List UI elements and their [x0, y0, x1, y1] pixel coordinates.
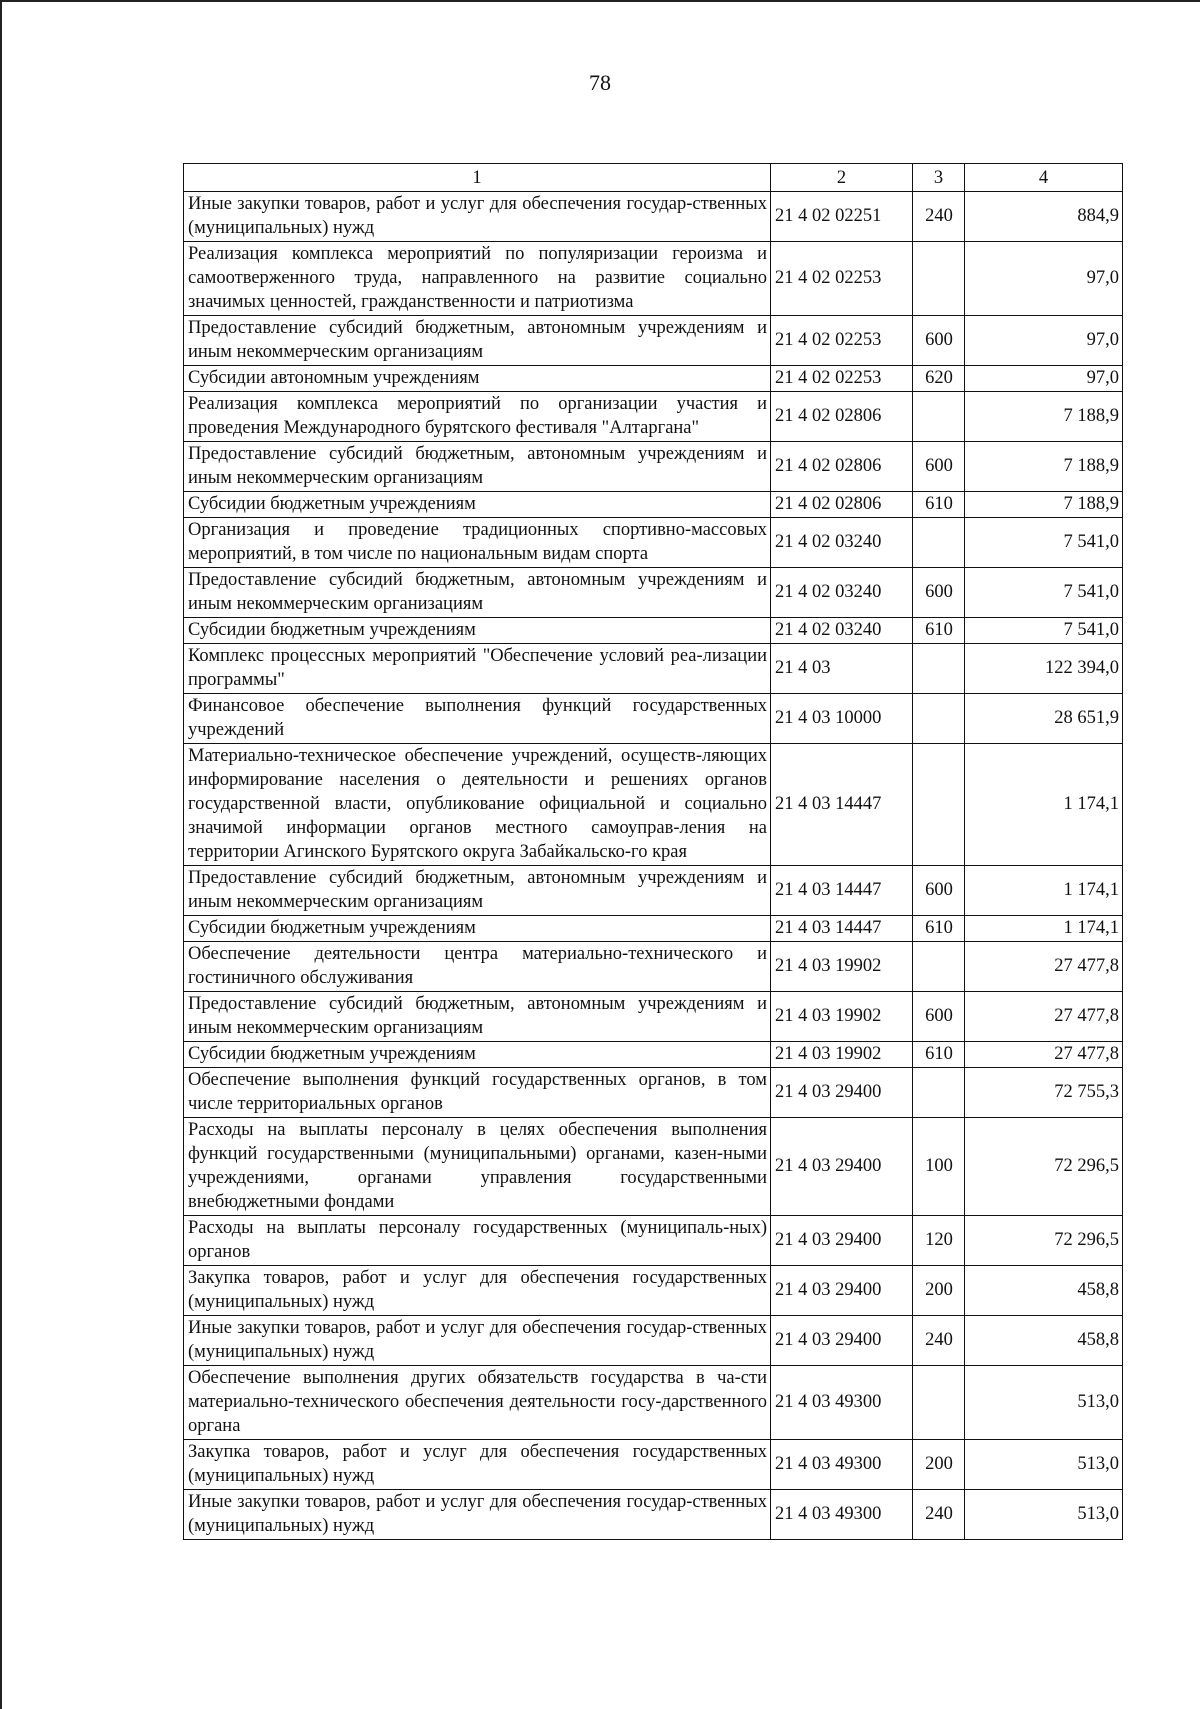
- row-code-cell: 21 4 02 03240: [771, 518, 913, 568]
- table-row: [184, 1266, 1123, 1316]
- table-header-row: [184, 164, 1123, 192]
- row-amount-cell: 72 296,5: [965, 1216, 1123, 1266]
- row-code-cell: 21 4 03 19902: [771, 1042, 913, 1068]
- row-code-cell: 21 4 02 02253: [771, 366, 913, 392]
- row-amount-cell: 27 477,8: [965, 992, 1123, 1042]
- row-name-cell: Закупка товаров, работ и услуг для обеспечения государственных (муниципальных) нужд: [184, 1266, 771, 1316]
- row-expense-type-cell: [913, 644, 965, 694]
- row-expense-type-cell: 610: [913, 916, 965, 942]
- row-name-cell: Расходы на выплаты персоналу государственных (муниципаль-ных) органов: [184, 1216, 771, 1266]
- row-code-cell: 21 4 03 29400: [771, 1316, 913, 1366]
- row-amount-cell: 27 477,8: [965, 1042, 1123, 1068]
- row-code-cell: 21 4 03 29400: [771, 1068, 913, 1118]
- row-expense-type-cell: [913, 694, 965, 744]
- column-header-name: 1: [184, 164, 771, 192]
- table-row: [184, 518, 1123, 568]
- row-amount-cell: 97,0: [965, 242, 1123, 316]
- row-amount-cell: 122 394,0: [965, 644, 1123, 694]
- table-row: [184, 1216, 1123, 1266]
- table-body: [184, 192, 1123, 1540]
- table-row: [184, 366, 1123, 392]
- row-code-cell: 21 4 03 49300: [771, 1366, 913, 1440]
- row-amount-cell: 7 188,9: [965, 442, 1123, 492]
- row-expense-type-cell: 600: [913, 316, 965, 366]
- row-amount-cell: 7 188,9: [965, 392, 1123, 442]
- table-row: [184, 916, 1123, 942]
- row-expense-type-cell: 600: [913, 992, 965, 1042]
- row-name-cell: Иные закупки товаров, работ и услуг для обеспечения государ-ственных (муниципальных) нужд: [184, 1490, 771, 1540]
- row-code-cell: 21 4 02 02253: [771, 242, 913, 316]
- table-row: [184, 316, 1123, 366]
- row-name-cell: Субсидии бюджетным учреждениям: [184, 618, 771, 644]
- row-name-cell: Закупка товаров, работ и услуг для обеспечения государственных (муниципальных) нужд: [184, 1440, 771, 1490]
- row-amount-cell: 513,0: [965, 1440, 1123, 1490]
- table-row: [184, 1118, 1123, 1216]
- row-amount-cell: 884,9: [965, 192, 1123, 242]
- budget-table: [183, 163, 1123, 1540]
- row-amount-cell: 72 755,3: [965, 1068, 1123, 1118]
- row-code-cell: 21 4 03 19902: [771, 992, 913, 1042]
- row-expense-type-cell: [913, 392, 965, 442]
- row-name-cell: Реализация комплекса мероприятий по популяризации героизма и самоотверженного труда, направленного на развитие социально значимых ценностей, гражданственности и патриотизма: [184, 242, 771, 316]
- row-amount-cell: 458,8: [965, 1266, 1123, 1316]
- row-expense-type-cell: 600: [913, 442, 965, 492]
- row-expense-type-cell: [913, 744, 965, 866]
- table-row: [184, 392, 1123, 442]
- row-name-cell: Материально-техническое обеспечение учреждений, осуществ-ляющих информирование населения о деятельности и решениях органов государственной власти, опубликование официальной и социально значимой информации органов местного самоуправ-ления на территории Агинского Бурятского округа Забайкальско-го края: [184, 744, 771, 866]
- row-amount-cell: 1 174,1: [965, 744, 1123, 866]
- table-row: [184, 644, 1123, 694]
- table-row: [184, 1316, 1123, 1366]
- row-amount-cell: 513,0: [965, 1490, 1123, 1540]
- row-expense-type-cell: [913, 1366, 965, 1440]
- row-expense-type-cell: 100: [913, 1118, 965, 1216]
- row-name-cell: Иные закупки товаров, работ и услуг для обеспечения государ-ственных (муниципальных) нужд: [184, 192, 771, 242]
- row-code-cell: 21 4 03 29400: [771, 1266, 913, 1316]
- table-row: [184, 1042, 1123, 1068]
- row-expense-type-cell: 600: [913, 866, 965, 916]
- row-name-cell: Предоставление субсидий бюджетным, автономным учреждениям и иным некоммерческим организациям: [184, 316, 771, 366]
- row-expense-type-cell: 240: [913, 1490, 965, 1540]
- row-code-cell: 21 4 03 14447: [771, 744, 913, 866]
- row-amount-cell: 458,8: [965, 1316, 1123, 1366]
- row-name-cell: Субсидии бюджетным учреждениям: [184, 916, 771, 942]
- row-expense-type-cell: [913, 1068, 965, 1118]
- row-amount-cell: 7 541,0: [965, 568, 1123, 618]
- row-amount-cell: 1 174,1: [965, 916, 1123, 942]
- page-border-top: [0, 0, 1200, 2]
- row-expense-type-cell: 240: [913, 192, 965, 242]
- row-name-cell: Финансовое обеспечение выполнения функций государственных учреждений: [184, 694, 771, 744]
- row-amount-cell: 7 541,0: [965, 618, 1123, 644]
- row-code-cell: 21 4 03 19902: [771, 942, 913, 992]
- row-expense-type-cell: 620: [913, 366, 965, 392]
- row-name-cell: Обеспечение деятельности центра материально-технического и гостиничного обслуживания: [184, 942, 771, 992]
- column-header-code: 2: [771, 164, 913, 192]
- row-expense-type-cell: 610: [913, 492, 965, 518]
- row-amount-cell: 7 541,0: [965, 518, 1123, 568]
- row-expense-type-cell: 610: [913, 1042, 965, 1068]
- row-code-cell: 21 4 02 02806: [771, 442, 913, 492]
- row-amount-cell: 513,0: [965, 1366, 1123, 1440]
- row-expense-type-cell: 120: [913, 1216, 965, 1266]
- row-amount-cell: 1 174,1: [965, 866, 1123, 916]
- column-header-amount: 4: [965, 164, 1123, 192]
- row-name-cell: Предоставление субсидий бюджетным, автономным учреждениям и иным некоммерческим организациям: [184, 568, 771, 618]
- row-name-cell: Субсидии бюджетным учреждениям: [184, 492, 771, 518]
- row-code-cell: 21 4 02 02806: [771, 492, 913, 518]
- table-row: [184, 1068, 1123, 1118]
- table-row: [184, 192, 1123, 242]
- column-header-expense-type: 3: [913, 164, 965, 192]
- row-amount-cell: 28 651,9: [965, 694, 1123, 744]
- row-amount-cell: 72 296,5: [965, 1118, 1123, 1216]
- table-row: [184, 618, 1123, 644]
- table-row: [184, 1490, 1123, 1540]
- row-name-cell: Организация и проведение традиционных спортивно-массовых мероприятий, в том числе по национальным видам спорта: [184, 518, 771, 568]
- table-row: [184, 442, 1123, 492]
- page-border-left: [0, 0, 2, 1709]
- row-amount-cell: 97,0: [965, 366, 1123, 392]
- table-row: [184, 694, 1123, 744]
- row-code-cell: 21 4 02 02806: [771, 392, 913, 442]
- row-name-cell: Предоставление субсидий бюджетным, автономным учреждениям и иным некоммерческим организациям: [184, 992, 771, 1042]
- row-name-cell: Субсидии автономным учреждениям: [184, 366, 771, 392]
- table-row: [184, 866, 1123, 916]
- row-expense-type-cell: 610: [913, 618, 965, 644]
- row-expense-type-cell: 240: [913, 1316, 965, 1366]
- row-code-cell: 21 4 03 29400: [771, 1118, 913, 1216]
- row-code-cell: 21 4 03 14447: [771, 916, 913, 942]
- row-name-cell: Расходы на выплаты персоналу в целях обеспечения выполнения функций государственными (муниципальными) органами, казен-ными учреждениями, органами управления государственными внебюджетными фондами: [184, 1118, 771, 1216]
- row-expense-type-cell: 200: [913, 1440, 965, 1490]
- page-number: 78: [589, 70, 611, 95]
- row-code-cell: 21 4 03 49300: [771, 1440, 913, 1490]
- row-expense-type-cell: 200: [913, 1266, 965, 1316]
- table-row: [184, 744, 1123, 866]
- table-row: [184, 942, 1123, 992]
- table-row: [184, 1366, 1123, 1440]
- table-row: [184, 492, 1123, 518]
- row-expense-type-cell: 600: [913, 568, 965, 618]
- row-name-cell: Предоставление субсидий бюджетным, автономным учреждениям и иным некоммерческим организациям: [184, 866, 771, 916]
- row-code-cell: 21 4 03 49300: [771, 1490, 913, 1540]
- row-amount-cell: 97,0: [965, 316, 1123, 366]
- table-row: [184, 1440, 1123, 1490]
- row-code-cell: 21 4 03: [771, 644, 913, 694]
- row-expense-type-cell: [913, 518, 965, 568]
- row-code-cell: 21 4 02 03240: [771, 568, 913, 618]
- row-name-cell: Комплекс процессных мероприятий "Обеспечение условий реа-лизации программы": [184, 644, 771, 694]
- row-expense-type-cell: [913, 242, 965, 316]
- row-code-cell: 21 4 03 10000: [771, 694, 913, 744]
- row-expense-type-cell: [913, 942, 965, 992]
- table-row: [184, 992, 1123, 1042]
- row-name-cell: Обеспечение выполнения функций государственных органов, в том числе территориальных органов: [184, 1068, 771, 1118]
- row-name-cell: Предоставление субсидий бюджетным, автономным учреждениям и иным некоммерческим организациям: [184, 442, 771, 492]
- row-code-cell: 21 4 02 03240: [771, 618, 913, 644]
- row-name-cell: Иные закупки товаров, работ и услуг для обеспечения государ-ственных (муниципальных) нужд: [184, 1316, 771, 1366]
- row-amount-cell: 27 477,8: [965, 942, 1123, 992]
- row-code-cell: 21 4 03 29400: [771, 1216, 913, 1266]
- row-name-cell: Реализация комплекса мероприятий по организации участия и проведения Международного бурятского фестиваля "Алтаргана": [184, 392, 771, 442]
- row-code-cell: 21 4 02 02253: [771, 316, 913, 366]
- row-amount-cell: 7 188,9: [965, 492, 1123, 518]
- row-name-cell: Обеспечение выполнения других обязательств государства в ча-сти материально-технического обеспечения деятельности госу-дарственного органа: [184, 1366, 771, 1440]
- row-name-cell: Субсидии бюджетным учреждениям: [184, 1042, 771, 1068]
- row-code-cell: 21 4 02 02251: [771, 192, 913, 242]
- table-row: [184, 242, 1123, 316]
- row-code-cell: 21 4 03 14447: [771, 866, 913, 916]
- table-row: [184, 568, 1123, 618]
